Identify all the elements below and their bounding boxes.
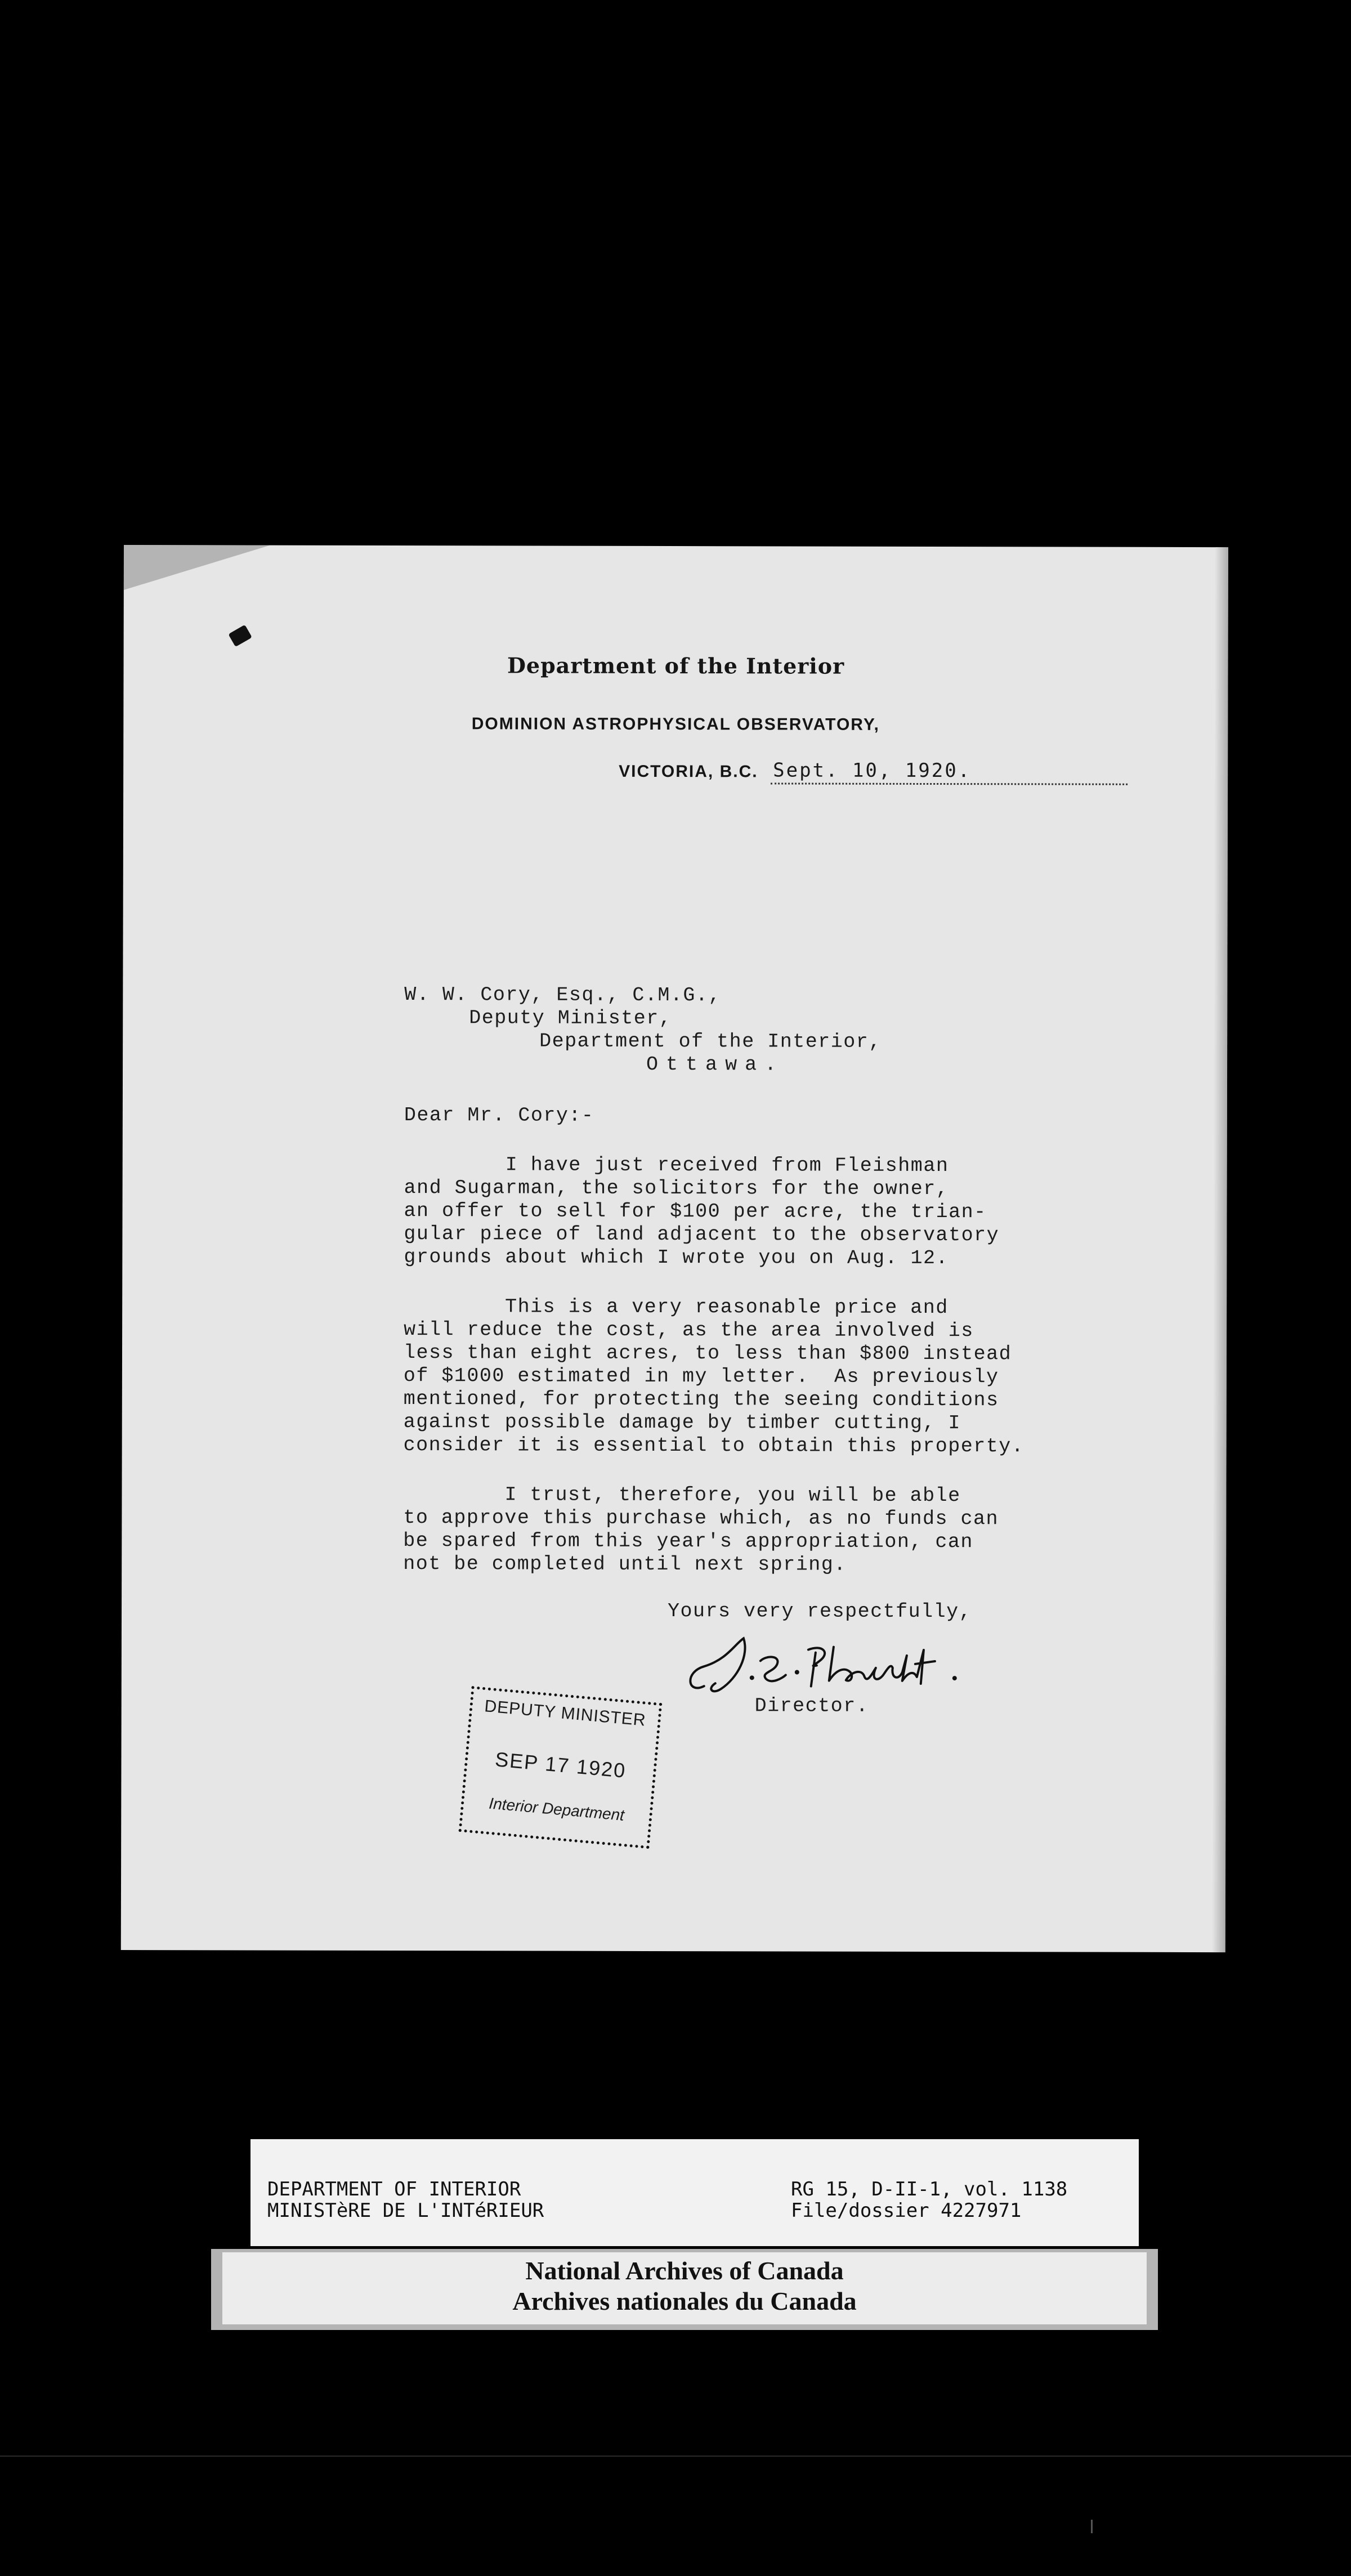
handwritten-signature	[682, 1633, 974, 1701]
received-stamp	[459, 1686, 663, 1849]
paragraph-2: This is a very reasonable price and will reduce the cost, as the area involved is less than eight acres, to less than $800 instead of $1000 estimated in my letter. As previously mentioned, for protecting the seeing conditions against possible damage by timber cutting, I consider it is essential to obtain this property.	[403, 1295, 1025, 1458]
punch-hole-mark	[228, 625, 252, 647]
salutation: Dear Mr. Cory:-	[404, 1104, 594, 1127]
address-line-2: Deputy Minister,	[469, 1007, 672, 1030]
paragraph-3: I trust, therefore, you will be able to approve this purchase which, as no funds can be spared from this year's appropriation, can not be completed until next spring.	[403, 1483, 999, 1576]
archive-reference-card	[250, 2139, 1139, 2246]
archives-banner	[211, 2249, 1158, 2330]
stamp-office: DEPUTY MINISTER	[484, 1697, 647, 1730]
address-line-3: Department of the Interior,	[539, 1030, 882, 1053]
letterhead-place: VICTORIA, B.C.	[619, 762, 758, 781]
address-line-1: W. W. Cory, Esq., C.M.G.,	[404, 983, 721, 1007]
page-edge-shadow	[1212, 547, 1228, 1952]
scan-tick-mark	[1091, 2520, 1093, 2533]
signatory-title: Director.	[754, 1694, 869, 1718]
letter-page	[121, 545, 1228, 1952]
stamp-department: Interior Department	[488, 1794, 625, 1824]
archives-name-french: Archives nationales du Canada	[512, 2287, 857, 2315]
stamp-date: SEP 17 1920	[494, 1747, 627, 1782]
letterhead-observatory: DOMINION ASTROPHYSICAL OBSERVATORY,	[471, 714, 880, 734]
archives-banner-inner	[222, 2252, 1147, 2324]
letterhead-department: Department of the Interior	[507, 652, 845, 679]
address-line-4: Ottawa.	[646, 1053, 785, 1076]
scan-bottom-rule	[0, 2456, 1351, 2457]
letter-date: Sept. 10, 1920.	[771, 759, 1128, 785]
paragraph-1: I have just received from Fleishman and Sugarman, the solicitors for the owner, an offer to sell for $100 per acre, the trian- gular piece of land adjacent to the observatory grounds about which I wrote you on Aug. 12.	[404, 1153, 1000, 1270]
page-corner-fold	[124, 545, 270, 591]
closing: Yours very respectfully,	[667, 1600, 972, 1624]
archive-department-label: DEPARTMENT OF INTERIOR MINISTèRE DE L'INTéRIEUR	[267, 2178, 544, 2222]
archive-file-reference: RG 15, D-II-1, vol. 1138 File/dossier 4227971	[791, 2178, 1068, 2222]
archives-name-english: National Archives of Canada	[525, 2256, 844, 2285]
